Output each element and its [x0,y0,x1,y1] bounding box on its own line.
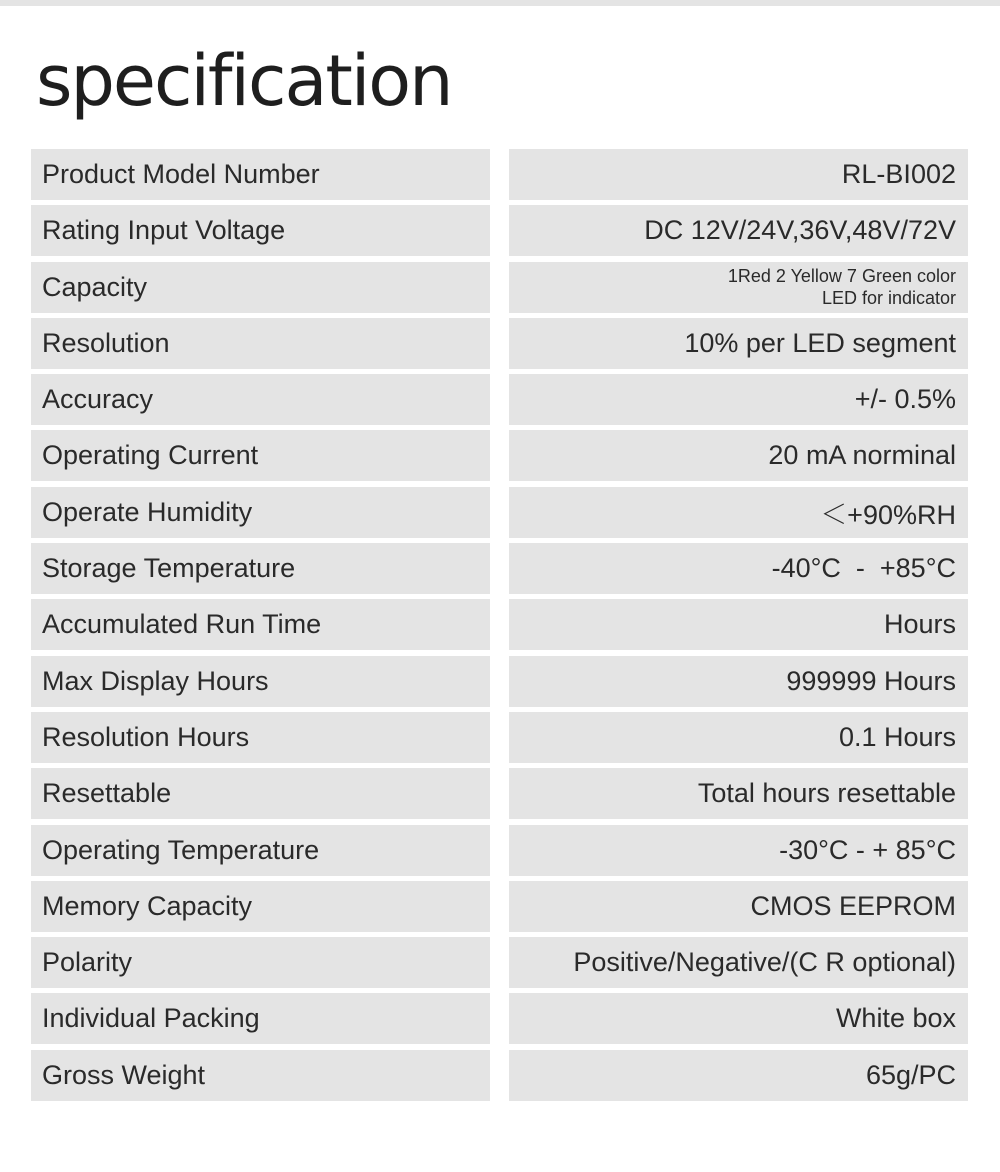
spec-label: Accumulated Run Time [31,599,490,650]
spec-row-polarity [31,935,968,991]
spec-row-max-display-hours [31,654,968,710]
spec-label: Gross Weight [31,1050,490,1101]
spec-value: CMOS EEPROM [509,881,968,932]
spec-label: Storage Temperature [31,543,490,594]
spec-row-operate-humidity [31,485,968,541]
spec-row-product-model-number [31,147,968,203]
spec-table [31,147,968,1104]
spec-row-gross-weight [31,1048,968,1104]
spec-label: Individual Packing [31,993,490,1044]
spec-label: Operating Temperature [31,825,490,876]
spec-value: RL-BI002 [509,149,968,200]
spec-label: Accuracy [31,374,490,425]
spec-value: 0.1 Hours [509,712,968,763]
spec-row-resolution [31,316,968,372]
spec-value: Hours [509,599,968,650]
spec-row-individual-packing [31,991,968,1047]
spec-row-accumulated-run-time [31,597,968,653]
spec-label: Max Display Hours [31,656,490,707]
spec-value: 65g/PC [509,1050,968,1101]
spec-value: DC 12V/24V,36V,48V/72V [509,205,968,256]
page-title: specification [36,40,452,122]
spec-label: Resolution Hours [31,712,490,763]
spec-row-storage-temperature [31,541,968,597]
spec-value: Positive/Negative/(C R optional) [509,937,968,988]
spec-value: 999999 Hours [509,656,968,707]
top-divider [0,0,1000,6]
spec-value: White box [509,993,968,1044]
spec-value: ＜+90%RH [509,487,968,538]
spec-value: -30°C - + 85°C [509,825,968,876]
spec-label: Polarity [31,937,490,988]
spec-label: Resolution [31,318,490,369]
spec-label: Operating Current [31,430,490,481]
spec-label: Product Model Number [31,149,490,200]
spec-value: +/- 0.5% [509,374,968,425]
spec-row-capacity [31,260,968,316]
spec-label: Resettable [31,768,490,819]
spec-label: Operate Humidity [31,487,490,538]
spec-row-accuracy [31,372,968,428]
spec-value: Total hours resettable [509,768,968,819]
spec-value: 20 mA norminal [509,430,968,481]
spec-value: 10% per LED segment [509,318,968,369]
spec-row-memory-capacity [31,879,968,935]
spec-label: Capacity [31,262,490,313]
spec-label: Memory Capacity [31,881,490,932]
spec-row-resettable [31,766,968,822]
spec-row-rating-input-voltage [31,203,968,259]
spec-row-operating-temperature [31,823,968,879]
spec-value: -40°C - +85°C [509,543,968,594]
spec-value: 1Red 2 Yellow 7 Green color LED for indicator [509,262,968,313]
spec-label: Rating Input Voltage [31,205,490,256]
spec-row-resolution-hours [31,710,968,766]
spec-row-operating-current [31,428,968,484]
